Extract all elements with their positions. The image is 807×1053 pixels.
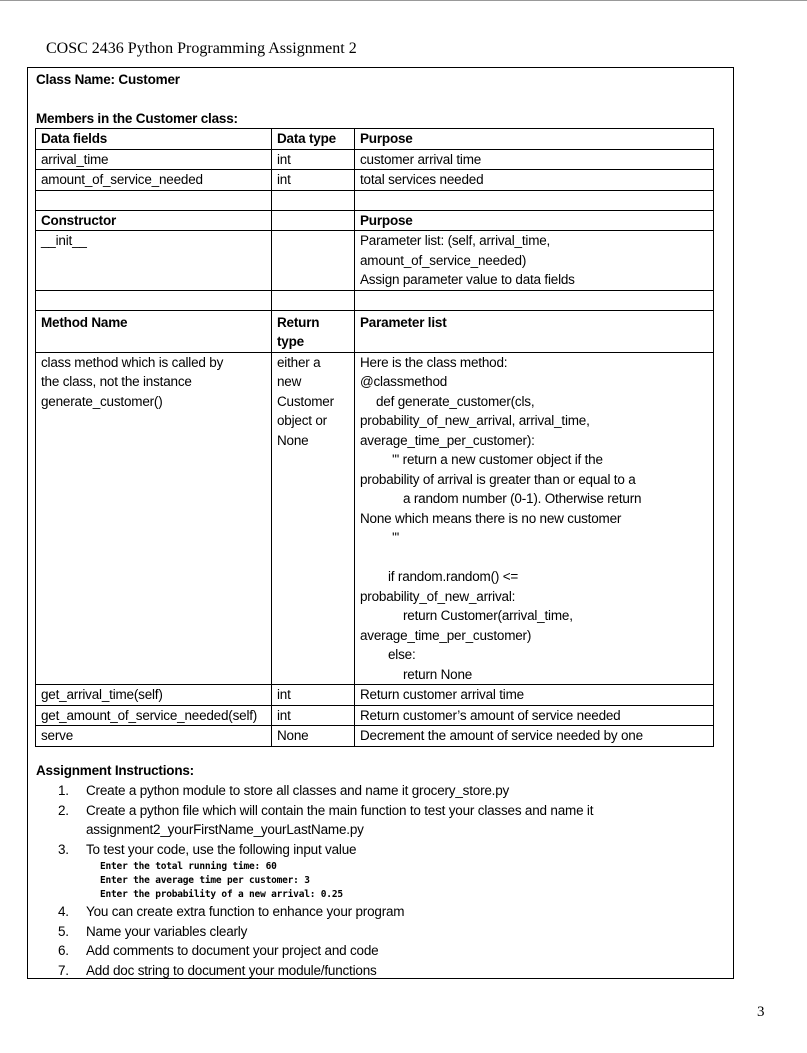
header-cell: Return type <box>272 310 355 352</box>
cell: serve <box>36 726 272 747</box>
code-line: @classmethod <box>360 374 448 389</box>
header-cell: Constructor <box>36 210 272 231</box>
code-line: Here is the class method: <box>360 354 508 370</box>
list-item: 2. Create a python file which will contain the main function to test your classes and name it assignment2_yourFirstName_yourLastName.py <box>58 802 594 837</box>
cell: None <box>272 726 355 747</box>
class-name: Customer <box>118 72 180 87</box>
table-row <box>36 231 714 291</box>
spacer-row <box>36 290 714 310</box>
cell: Return customer arrival time <box>355 685 714 706</box>
cell <box>36 352 272 685</box>
table-row <box>36 352 714 685</box>
code-line: if random.random() <= <box>388 569 519 584</box>
item-text: Name your variables clearly <box>86 923 248 939</box>
instructions-list <box>58 781 698 980</box>
cell: int <box>272 170 355 191</box>
item-text: To test your code, use the following input value <box>86 841 357 857</box>
cell: int <box>272 705 355 726</box>
cell: Decrement the amount of service needed by one <box>355 726 714 747</box>
header-cell: Parameter list <box>355 310 714 352</box>
list-item: 1. Create a python module to store all classes and name it grocery_store.py <box>58 783 510 798</box>
document-header: COSC 2436 Python Programming Assignment 2 <box>46 40 357 57</box>
table-row <box>36 310 714 352</box>
code-line: a random number (0-1). Otherwise return <box>403 491 642 506</box>
item-text: You can create extra function to enhance your program <box>86 904 405 919</box>
cell <box>355 231 714 291</box>
input-line: Enter the average time per customer: 3 <box>100 875 310 886</box>
header-cell: Purpose <box>355 129 714 150</box>
code-line: ''' <box>392 530 400 545</box>
text-line: object or <box>277 413 327 428</box>
table-row <box>36 726 714 747</box>
cell: get_arrival_time(self) <box>36 685 272 706</box>
code-line: def generate_customer(cls, <box>376 393 535 409</box>
table-row <box>36 210 714 231</box>
instructions-title: Assignment Instructions: <box>36 763 194 778</box>
input-line: Enter the probability of a new arrival: 0.25 <box>100 889 343 900</box>
input-line: Enter the total running time: 60 <box>100 861 277 872</box>
cell <box>272 210 355 231</box>
code-cell <box>355 352 714 685</box>
list-item: 7. Add doc string to document your module/functions <box>58 962 377 978</box>
cell: total services needed <box>355 170 714 191</box>
table-row <box>36 129 714 150</box>
text-line: new <box>277 374 302 389</box>
list-item: 4. You can create extra function to enhance your program <box>58 904 405 919</box>
list-item: 5. Name your variables clearly <box>58 923 248 939</box>
class-name-label: Class Name <box>36 72 111 87</box>
cell: int <box>272 149 355 170</box>
code-line: probability_of_new_arrival: <box>360 588 516 604</box>
text-line: Assign parameter value to data fields <box>360 272 575 287</box>
code-line: return Customer(arrival_time, <box>403 608 573 623</box>
cell: arrival_time <box>36 149 272 170</box>
header-cell: Data fields <box>36 129 272 150</box>
code-line: probability_of_new_arrival, arrival_time, <box>360 413 590 428</box>
code-line: return None <box>403 666 473 682</box>
item-text: Create a python file which will contain the main function to test your classes and name it assignment2_yourFirstName_yourLastName.py <box>86 802 594 837</box>
item-text: Add comments to document your project and code <box>86 943 379 958</box>
text-line: Parameter list: (self, arrival_time, <box>360 233 551 248</box>
item-text: Add doc string to document your module/functions <box>86 962 377 978</box>
code-line: probability of arrival is greater than or equal to a <box>360 471 636 487</box>
code-line: None which means there is no new customer <box>360 510 622 526</box>
code-line: average_time_per_customer): <box>360 432 535 448</box>
cell <box>272 352 355 685</box>
code-line: average_time_per_customer) <box>360 627 532 643</box>
cell: customer arrival time <box>355 149 714 170</box>
cell <box>272 231 355 291</box>
text-line: class method which is called by <box>41 354 224 370</box>
text-line: either a <box>277 354 321 370</box>
page-top-border <box>0 0 807 1</box>
cell: __init__ <box>36 231 272 291</box>
members-label: Members in the Customer class: <box>36 111 238 126</box>
item-text: Create a python module to store all classes and name it grocery_store.py <box>86 783 510 798</box>
header-cell: Data type <box>272 129 355 150</box>
cell: int <box>272 685 355 706</box>
table-row <box>36 170 714 191</box>
text-line: None <box>277 432 309 448</box>
header-cell: Purpose <box>355 210 714 231</box>
code-line: ''' return a new customer object if the <box>392 452 603 467</box>
page-number: 3 <box>757 1004 765 1020</box>
code-line: else: <box>388 647 416 662</box>
list-item: 6. Add comments to document your project and code <box>58 943 379 958</box>
text-line: the class, not the instance <box>41 374 192 389</box>
text-line: Customer <box>277 393 334 409</box>
list-item: 3. To test your code, use the following input value Enter the total running time: 60 Enter the average time per customer: 3 Enter the probability of a new arrival: 0.25 <box>58 840 698 903</box>
class-name-line: Class Name: Customer <box>36 72 180 87</box>
code-line <box>360 548 708 568</box>
cell: get_amount_of_service_needed(self) <box>36 705 272 726</box>
table-row <box>36 705 714 726</box>
table-row <box>36 149 714 170</box>
text-line: amount_of_service_needed) <box>360 252 527 268</box>
cell: Return customer’s amount of service needed <box>355 705 714 726</box>
members-table <box>35 128 714 747</box>
spacer-row <box>36 190 714 210</box>
assignment-box <box>27 67 734 979</box>
table-row <box>36 685 714 706</box>
text-line: generate_customer() <box>41 393 163 409</box>
cell: amount_of_service_needed <box>36 170 272 191</box>
header-cell: Method Name <box>36 310 272 352</box>
